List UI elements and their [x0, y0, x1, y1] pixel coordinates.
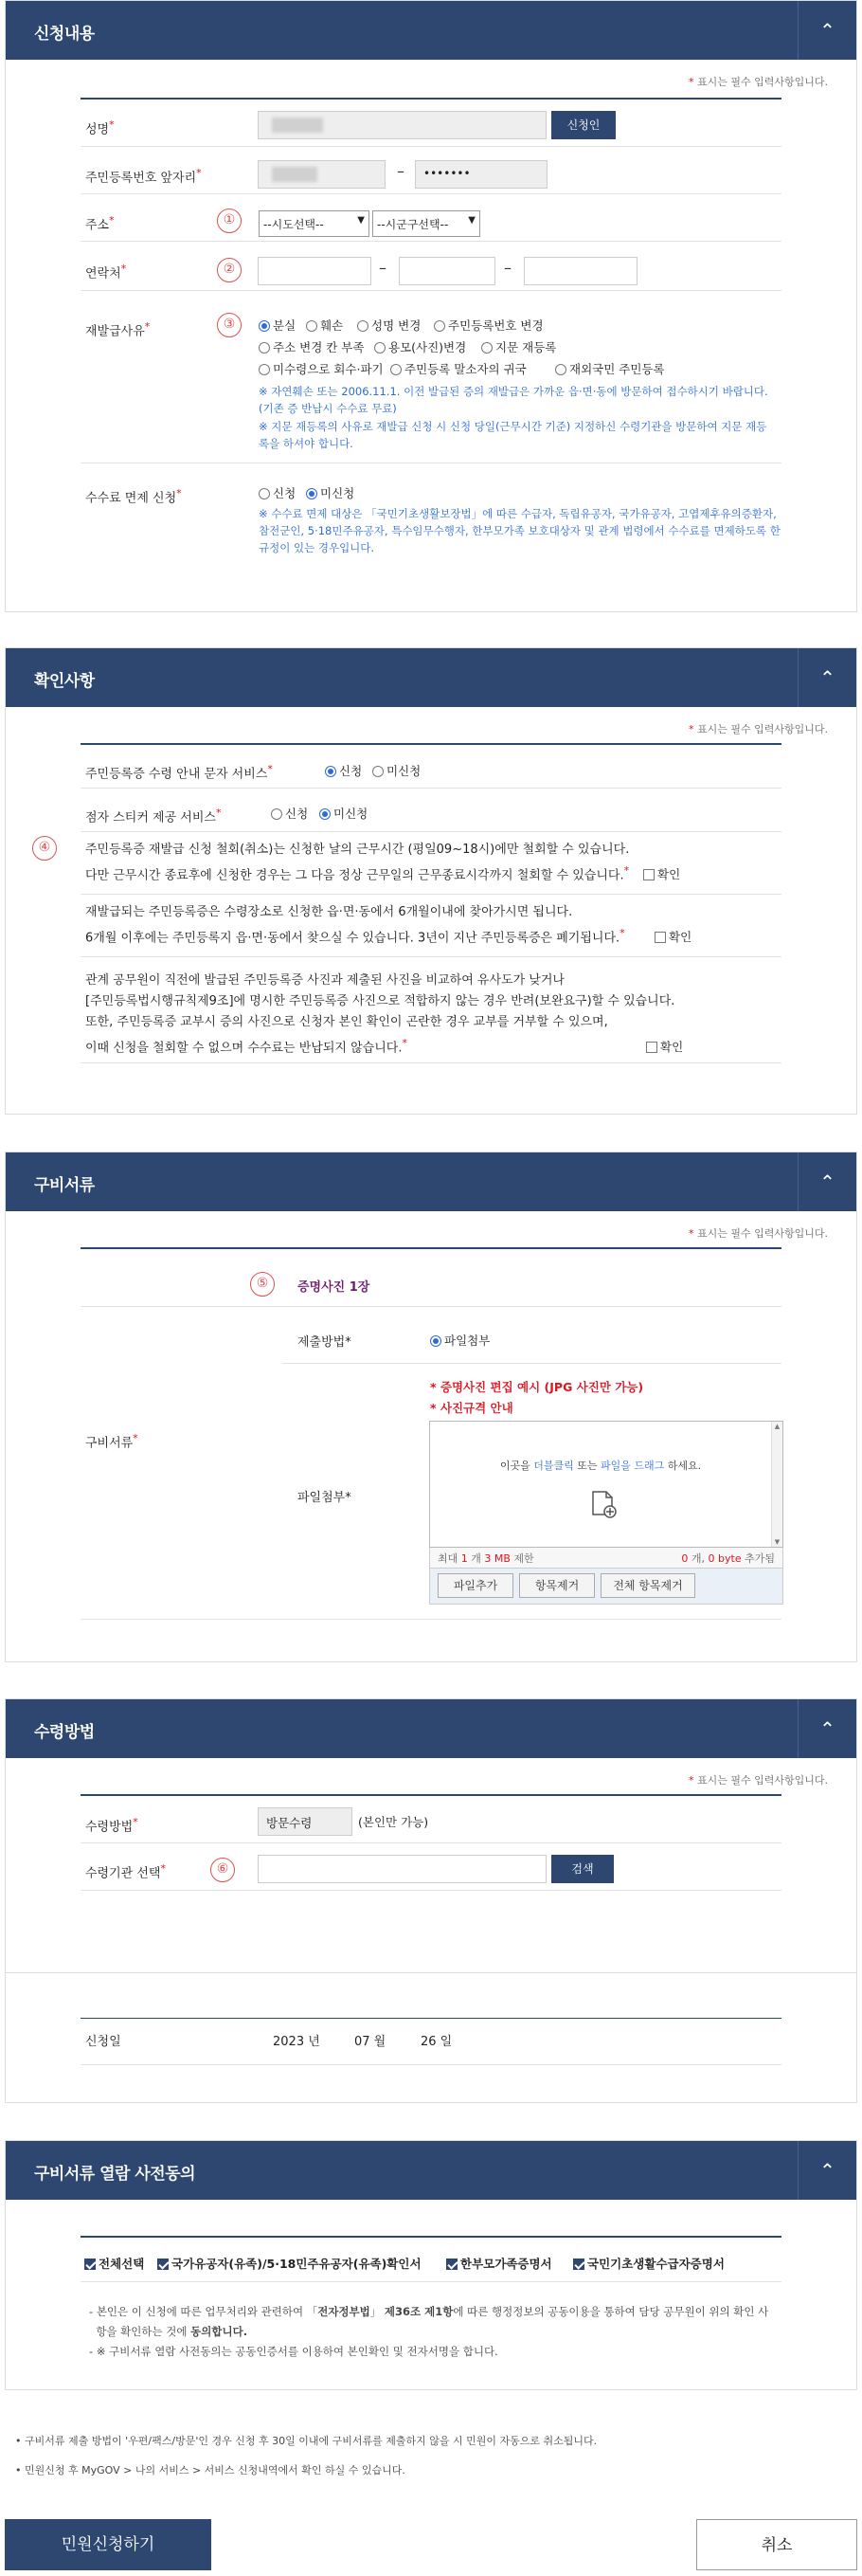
drop-instruction: 이곳을 더블클릭 또는 파일을 드래그 하세요. [499, 1460, 702, 1472]
radio-icon [372, 766, 384, 777]
required-note: * 표시는 필수 입력사항입니다. [688, 76, 828, 88]
notice-1-line-1: 주민등록증 재발급 신청 철회(취소)는 신청한 날의 근무시간 (평일09~18시)에만 철회할 수 있습니다. [85, 843, 630, 857]
reason-damaged-radio[interactable]: 훼손 [306, 317, 343, 334]
step-marker-1: ① [217, 209, 242, 233]
panel-header [6, 2141, 856, 2200]
contact-label: 연락처* [85, 263, 127, 281]
panel-title: 구비서류 [34, 1176, 95, 1195]
phone-field-2[interactable] [399, 257, 495, 285]
file-add-icon [587, 1488, 620, 1520]
panel-header [6, 1, 856, 60]
divider [81, 2281, 781, 2282]
collapse-chevron-icon[interactable]: ⌃ [798, 648, 856, 707]
phone-field-3[interactable] [524, 257, 638, 285]
date-year: 2023 년 [273, 2035, 320, 2049]
step-marker-2: ② [217, 258, 242, 282]
collapse-chevron-icon[interactable]: ⌃ [798, 1152, 856, 1211]
date-panel [5, 1972, 857, 2103]
dash: – [379, 259, 386, 277]
date-day: 26 일 [421, 2035, 453, 2049]
chevron-down-icon: ▼ [468, 215, 476, 226]
fee-apply-radio[interactable]: 신청 [259, 484, 296, 501]
confirm-checkbox-1[interactable]: 확인 [643, 865, 680, 882]
merit-cert-checkbox[interactable]: 국가유공자(유족)/5·18민주유공자(유족)확인서 [157, 2255, 422, 2272]
file-drop-zone[interactable] [429, 1421, 783, 1548]
radio-icon [555, 364, 566, 375]
checkbox-checked-icon [84, 2259, 96, 2270]
panel-title: 수령방법 [34, 1723, 95, 1742]
reason-overseas-radio[interactable]: 재외국민 주민등록 [555, 360, 665, 377]
radio-icon [259, 488, 270, 499]
reason-lost-radio[interactable]: 분실 [259, 317, 296, 334]
notice-3-line-1: 관계 공무원이 직전에 발급된 주민등록증 사진과 제출된 사진을 비교하여 유사도가 낮거나 [85, 973, 565, 988]
radio-icon [259, 364, 270, 375]
step-marker-3: ③ [217, 313, 242, 337]
radio-icon [434, 320, 445, 332]
notice-1-line-2: 다만 근무시간 종료후에 신청한 경우는 그 다음 정상 근무일의 근무종료시각까지 철회할 수 있습니다.* [85, 864, 630, 883]
cancel-button[interactable]: 취소 [696, 2519, 857, 2570]
step-marker-4: ④ [32, 836, 57, 861]
file-limit-bar: 최대 1 개 3 MB 제한 0 개, 0 byte 추가됨 [429, 1548, 783, 1569]
receipt-method-note: (본인만 가능) [358, 1815, 429, 1829]
reason-name-change-radio[interactable]: 성명 변경 [357, 317, 421, 334]
sms-none-radio[interactable]: 미신청 [372, 762, 421, 779]
date-month: 07 월 [354, 2035, 386, 2049]
radio-icon [259, 342, 270, 354]
document-title: 증명사진 1장 [297, 1280, 370, 1295]
panel-title: 확인사항 [34, 672, 95, 691]
notice-3-line-2: [주민등록법시행규칙제9조]에 명시한 주민등록증 사진으로 적합하지 않는 경우 반려(보완요구)할 수 있습니다. [85, 994, 675, 1008]
panel-title: 신청내용 [34, 25, 95, 44]
panel-header [6, 1699, 856, 1758]
resident-back-field[interactable]: ••••••• [415, 160, 548, 189]
attach-label: 파일첨부* [297, 1491, 351, 1505]
photo-spec-link[interactable]: * 사진규격 안내 [430, 1401, 513, 1415]
notice-3-line-4: 이때 신청을 철회할 수 없으며 수수료는 반납되지 않습니다.* [85, 1037, 407, 1056]
notice-3-line-3: 또한, 주민등록증 교부시 증의 사진으로 신청자 본인 확인이 곤란한 경우 교부를 거부할 수 있으며, [85, 1015, 608, 1029]
reason-photo-change-radio[interactable]: 용모(사진)변경 [374, 338, 466, 355]
sticker-none-radio[interactable]: 미신청 [319, 805, 368, 822]
required-note: * 표시는 필수 입력사항입니다. [688, 723, 828, 735]
notice-2-line-2: 6개월 이후에는 주민등록지 읍·면·동에서 찾으실 수 있습니다. 3년이 지난 주민등록증은 폐기됩니다.* [85, 927, 625, 946]
divider [81, 1619, 781, 1620]
fee-label: 수수료 면제 신청* [85, 487, 182, 506]
sticker-label: 점자 스티커 제공 서비스* [85, 807, 222, 825]
receipt-method-field: 방문수령 [258, 1807, 352, 1836]
collapse-chevron-icon[interactable]: ⌃ [798, 2141, 856, 2200]
blurred-resident [272, 167, 317, 182]
checkbox-icon [655, 932, 666, 943]
radio-selected-icon [319, 808, 331, 820]
step-marker-5: ⑤ [250, 1272, 275, 1297]
consent-note: - ※ 구비서류 열람 사전동의는 공동인증서를 이용하여 본인확인 및 전자서명을 합니다. [89, 2345, 498, 2358]
dash: – [397, 162, 404, 180]
method-file-radio[interactable]: 파일첨부 [430, 1332, 490, 1349]
divider [81, 2064, 781, 2065]
blurred-name [272, 118, 323, 133]
radio-selected-icon [306, 488, 317, 499]
panel-header [6, 1152, 856, 1211]
receipt-method-label: 수령방법* [85, 1816, 138, 1835]
divider [282, 1363, 781, 1364]
radio-selected-icon [325, 766, 336, 777]
dash: – [504, 259, 512, 277]
single-parent-cert-checkbox[interactable]: 한부모가족증명서 [446, 2255, 552, 2272]
consent-panel [5, 2140, 857, 2390]
receipt-method-row [81, 1796, 781, 1843]
reason-return-radio[interactable]: 주민등록 말소자의 귀국 [390, 360, 527, 377]
confirmation-panel [5, 647, 857, 1115]
date-label: 신청일 [85, 2035, 121, 2049]
photo-example-link[interactable]: * 증명사진 편집 예시 (JPG 사진만 가능) [430, 1380, 644, 1394]
sticker-apply-radio[interactable]: 신청 [271, 805, 308, 822]
divider [81, 2236, 781, 2238]
reason-address-full-radio[interactable]: 주소 변경 칸 부족 [259, 338, 364, 355]
checkbox-icon [646, 1042, 657, 1053]
radio-icon [481, 342, 493, 354]
documents-label: 구비서류* [85, 1432, 138, 1451]
radio-icon [271, 808, 282, 820]
divider [81, 1247, 781, 1249]
panel-header [6, 648, 856, 707]
reason-info-1: ※ 자연훼손 또는 2006.11.1. 이전 발급된 증의 재발급은 가까운 읍·면·동에 방문하여 접수하시기 바랍니다.(기존 증 반납시 수수료 무료) [259, 385, 768, 415]
footer-note-2: • 민원신청 후 MyGOV > 나의 서비스 > 서비스 신청내역에서 확인 하실 수 있습니다. [15, 2464, 405, 2476]
applicant-button[interactable]: 신청인 [551, 111, 616, 139]
sido-select[interactable]: --시도선택-- ▼ [259, 210, 369, 237]
receipt-panel [5, 1698, 857, 1974]
checkbox-checked-icon [446, 2259, 458, 2270]
sigungu-select[interactable]: --시군구선택-- ▼ [372, 210, 480, 237]
checkbox-checked-icon [157, 2259, 169, 2270]
address-label: 주소* [85, 214, 115, 233]
scrollbar[interactable]: ▲ ▼ [771, 1422, 782, 1547]
reason-rrn-change-radio[interactable]: 주민등록번호 변경 [434, 317, 544, 334]
radio-icon [390, 364, 402, 375]
collapse-chevron-icon[interactable]: ⌃ [798, 1, 856, 60]
agency-label: 수령기관 선택* [85, 1862, 166, 1881]
radio-icon [306, 320, 317, 332]
checkbox-checked-icon [573, 2259, 584, 2270]
notice-2-line-1: 재발급되는 주민등록증은 수령장소로 신청한 읍·면·동에서 6개월이내에 찾아가시면 됩니다. [85, 905, 573, 919]
reason-label: 재발급사유* [85, 320, 151, 339]
remove-all-button[interactable]: 전체 항목제거 [601, 1573, 695, 1598]
select-all-checkbox[interactable]: 전체선택 [84, 2255, 144, 2272]
submit-application-button[interactable]: 민원신청하기 [5, 2519, 211, 2570]
chevron-down-icon: ▼ [357, 215, 365, 226]
radio-icon [357, 320, 368, 332]
agency-search-button[interactable]: 검색 [551, 1855, 614, 1883]
required-note: * 표시는 필수 입력사항입니다. [688, 1774, 828, 1787]
fee-none-radio[interactable]: 미신청 [306, 484, 354, 501]
confirm-checkbox-3[interactable]: 확인 [646, 1038, 683, 1055]
collapse-chevron-icon[interactable]: ⌃ [798, 1699, 856, 1758]
step-marker-6: ⑥ [210, 1858, 235, 1882]
method-label: 제출방법* [297, 1335, 351, 1350]
reason-info-2: ※ 지문 재등록의 사유로 재발급 신청 시 신청 당일(근무시간 기준) 지정하신 수령기관을 방문하여 지문 재등록을 하셔야 합니다. [259, 420, 767, 450]
add-file-button[interactable]: 파일추가 [438, 1573, 513, 1598]
divider [81, 1306, 781, 1307]
application-panel [5, 0, 857, 612]
agency-field[interactable] [258, 1855, 547, 1883]
remove-item-button[interactable]: 항목제거 [519, 1573, 595, 1598]
panel-title: 구비서류 열람 사전동의 [34, 2165, 196, 2184]
resident-label: 주민등록번호 앞자리* [85, 167, 202, 186]
name-field[interactable] [258, 111, 547, 139]
basic-livelihood-cert-checkbox[interactable]: 국민기초생활수급자증명서 [573, 2255, 725, 2272]
resident-front-field[interactable] [258, 160, 386, 189]
radio-selected-icon [259, 320, 270, 332]
fee-info: ※ 수수료 면제 대상은 「국민기초생활보장법」에 따른 수급자, 독립유공자, 국가유공자, 고엽제후유의증환자, 참전군인, 5·18민주유공자, 특수임무수행자, 한부모가족 보호대상자 및 관계 법령에서 수수료를 면제하도록 한 규정이 있는 경우입니다. [259, 507, 781, 554]
sms-apply-radio[interactable]: 신청 [325, 762, 362, 779]
reason-unclaimed-radio[interactable]: 미수령으로 회수·파기 [259, 360, 384, 377]
divider [81, 2018, 781, 2019]
radio-selected-icon [430, 1335, 441, 1347]
sms-label: 주민등록증 수령 안내 문자 서비스* [85, 763, 273, 782]
name-label: 성명* [85, 118, 115, 137]
checkbox-icon [643, 869, 655, 880]
consent-text: - 본인은 이 신청에 따른 업무처리와 관련하여 「전자정부법」 제36조 제1항에 따른 행정정보의 공동이용을 통하여 담당 공무원이 위의 확인 사 항을 확인하는 것에 동의합니다. [89, 2305, 769, 2338]
phone-field-1[interactable] [258, 257, 371, 285]
documents-panel [5, 1152, 857, 1662]
confirm-checkbox-2[interactable]: 확인 [655, 928, 691, 945]
required-note: * 표시는 필수 입력사항입니다. [688, 1227, 828, 1240]
footer-note-1: • 구비서류 제출 방법이 '우편/팩스/방문'인 경우 신청 후 30일 이내에 구비서류를 제출하지 않을 시 민원이 자동으로 취소됩니다. [15, 2435, 598, 2447]
reason-fingerprint-radio[interactable]: 지문 재등록 [481, 338, 556, 355]
radio-icon [374, 342, 386, 354]
